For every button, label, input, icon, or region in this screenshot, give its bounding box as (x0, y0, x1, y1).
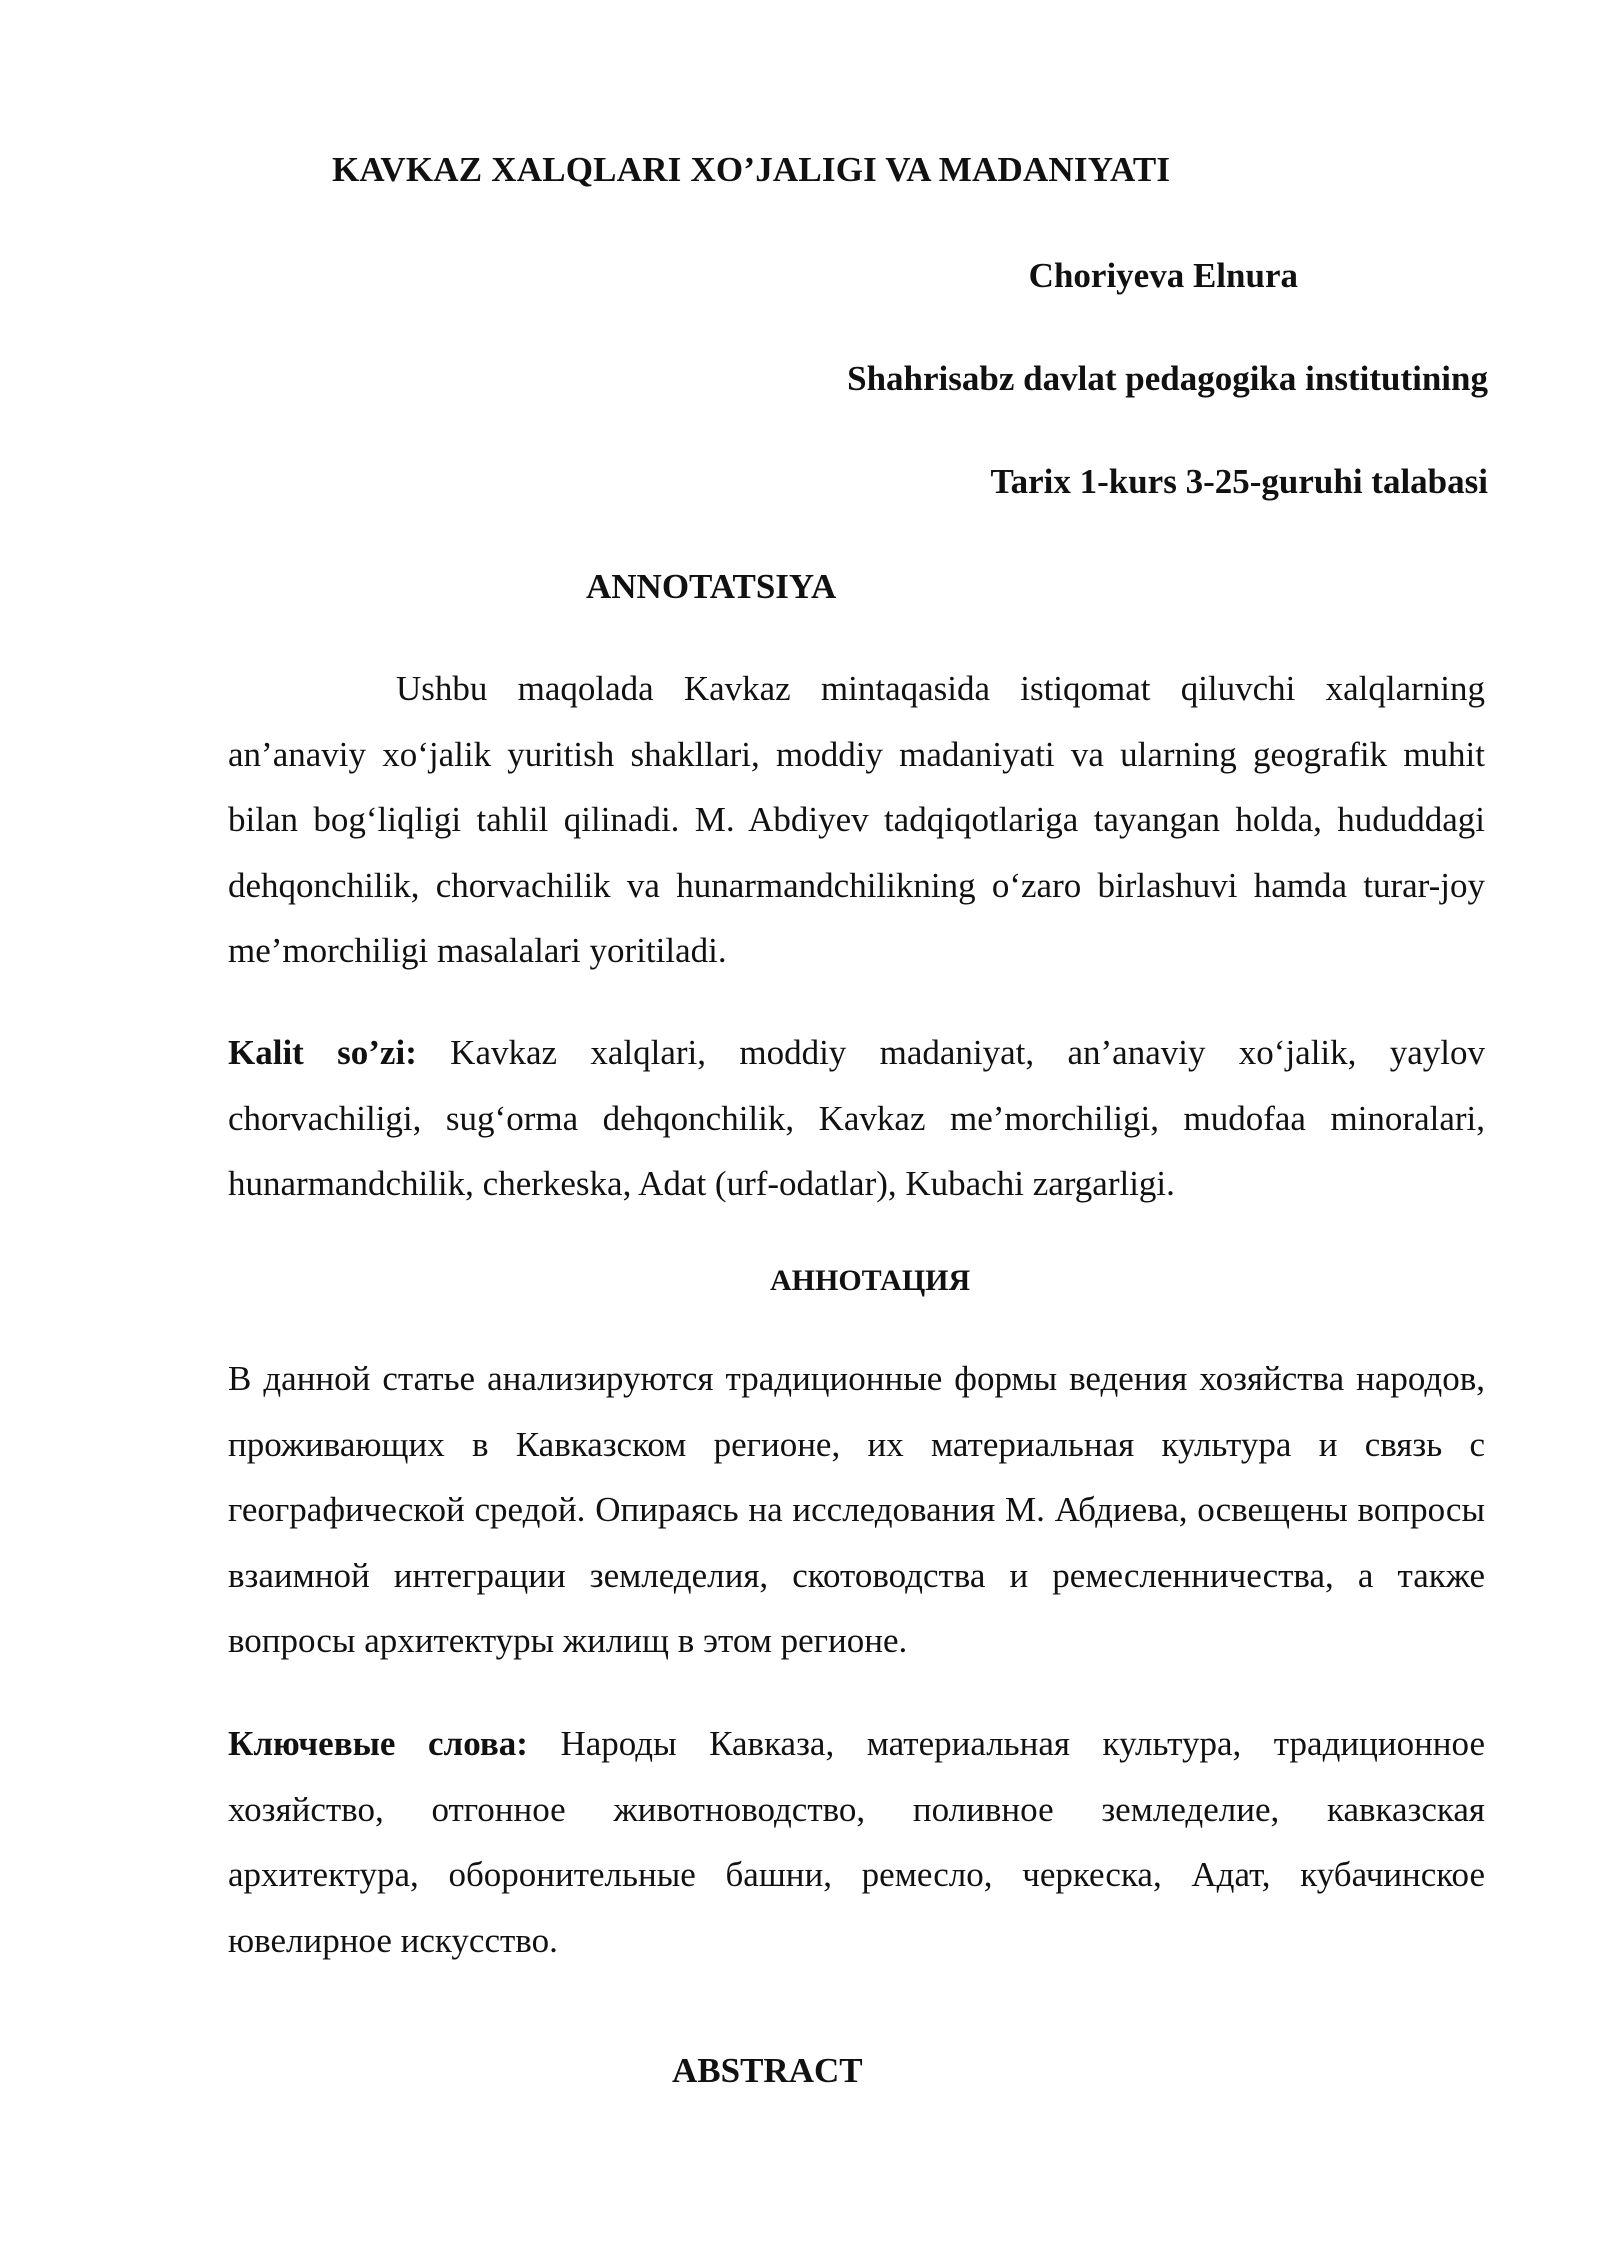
annotation-ru-text: В данной статье анализируются традиционные формы ведения хозяйства народов, проживающих в Кавказском регионе, их материальная культура и связь с географической средой. Опираясь на исследования М. Абдиева, освещены вопросы взаимной интеграции земледелия, скотоводства и ремесленничества, а также вопросы архитектуры жилищ в этом регионе. (228, 1359, 1485, 1660)
keywords-ru (228, 1711, 1485, 1973)
keywords-ru-label: Ключевые слова: (228, 1724, 528, 1763)
author-course: Tarix 1-kurs 3-25-guruhi talabasi (990, 462, 1488, 501)
keywords-uz-label: Kalit so’zi: (228, 1033, 417, 1072)
keywords-uz-list: Kavkaz xalqlari, moddiy madaniyat, an’anaviy xo‘jalik, yaylov chorvachiligi, sug‘orma dehqonchilik, Kavkaz me’morchiligi, mudofaa minoralari, hunarmandchilik, cherkeska, Adat (urf-odatlar), Kubachi zargarligi. (228, 1033, 1485, 1203)
author-name: Choriyeva Elnura (1028, 256, 1298, 295)
annotation-ru-heading: АННОТАЦИЯ (770, 1264, 971, 1297)
abstract-heading: ABSTRACT (672, 2051, 863, 2090)
keywords-ru-list: Народы Кавказа, материальная культура, традиционное хозяйство, отгонное животноводство, поливное земледелие, кавказская архитектура, оборонительные башни, ремесло, черкеска, Адат, кубачинское ювелирное искусство. (228, 1724, 1485, 1960)
annotation-uz-text: Ushbu maqolada Kavkaz mintaqasida istiqomat qiluvchi xalqlarning an’anaviy xo‘jalik yuritish shakllari, moddiy madaniyati va ularning geografik muhit bilan bog‘liqligi tahlil qilinadi. M. Abdiyev tadqiqotlariga tayangan holda, hududdagi dehqonchilik, chorvachilik va hunarmandchilikning o‘zaro birlashuvi hamda turar-joy me’morchiligi masalalari yoritiladi. (228, 669, 1485, 970)
article-title: KAVKAZ XALQLARI XO’JALIGI VA MADANIYATI (332, 150, 1171, 189)
keywords-uz (228, 1020, 1485, 1217)
annotation-uz-heading: ANNOTATSIYA (586, 567, 837, 606)
author-institution: Shahrisabz davlat pedagogika institutining (847, 359, 1488, 398)
